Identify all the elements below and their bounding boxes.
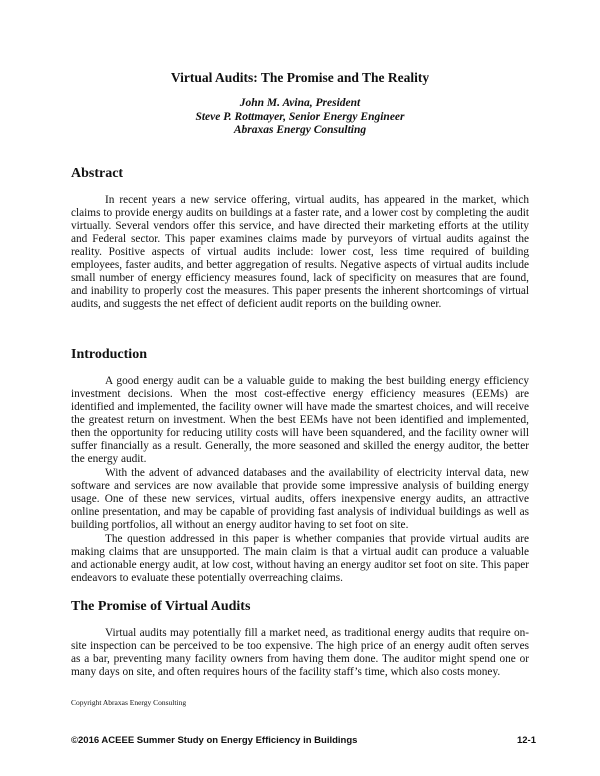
promise-heading: The Promise of Virtual Audits (71, 599, 251, 614)
affiliation-line: Abraxas Energy Consulting (233, 124, 367, 136)
body-paragraph: A good energy audit can be a valuable guide to making the best building energy efficiency investment decisions. When the most cost-effective energy efficiency measures (EEMs) are identified and implemented, the facility owner will have made the smartest choices, and will receive the greatest return on investment. When the best EEMs have not been identified and implemented, then the opportunity for reducing utility costs will have been squandered, and the facility owner will suffer financially as a result. Generally, the more seasoned and skilled the energy auditor, the better the energy audit. (71, 375, 529, 465)
page-footer (71, 735, 536, 746)
body-paragraph: Virtual audits may potentially fill a market need, as traditional energy audits that require on-site inspection can be perceived to be too expensive. The high price of an energy audit often serves as a bar, preventing many facility owners from having them done. The auditor might spend one or many days on site, and often requires hours of the facility staff’s time, which also costs money. (71, 627, 529, 678)
page-number: 12-1 (516, 735, 536, 746)
body-paragraph: The question addressed in this paper is whether companies that provide virtual audits are making claims that are unsupported. The main claim is that a virtual audit can produce a valuable and actionable energy audit, at low cost, without having an energy auditor set foot on site. This paper endeavors to evaluate these potentially overreaching claims. (71, 533, 529, 584)
paper-title: Virtual Audits: The Promise and The Reality (170, 70, 430, 85)
footer-conference: ©2016 ACEEE Summer Study on Energy Efficiency in Buildings (71, 735, 358, 746)
body-paragraph: With the advent of advanced databases and the availability of electricity interval data, new software and services are now available that provide some impressive analysis of building energy usage. One of these new services, virtual audits, offers inexpensive energy audits, an attractive online presentation, and may be capable of providing fast analysis of individual buildings as well as building portfolios, all without an energy auditor having to set foot on site. (71, 467, 529, 531)
author-block (0, 97, 600, 138)
introduction-heading: Introduction (71, 347, 147, 362)
abstract-heading: Abstract (71, 166, 124, 181)
copyright-notice: Copyright Abraxas Energy Consulting (71, 698, 187, 707)
author-line: Steve P. Rottmayer, Senior Energy Engineer (195, 110, 405, 123)
author-line: John M. Avina, President (239, 97, 361, 109)
abstract-paragraph: In recent years a new service offering, virtual audits, has appeared in the market, which claims to provide energy audits on buildings at a faster rate, and a lower cost by completing the audit virtually. Several vendors offer this service, and have directed their marketing efforts at the utility and Federal sector. This paper examines claims made by purveyors of virtual audits against the reality. Positive aspects of virtual audits include: lower cost, less time required of building employees, faster audits, and better aggregation of results. Negative aspects of virtual audits include small number of energy efficiency measures found, lack of specificity on measures that are found, and inability to properly cost the measures. This paper presents the inherent shortcomings of virtual audits, and suggests the net effect of deficient audit reports on the building owner. (71, 194, 529, 310)
